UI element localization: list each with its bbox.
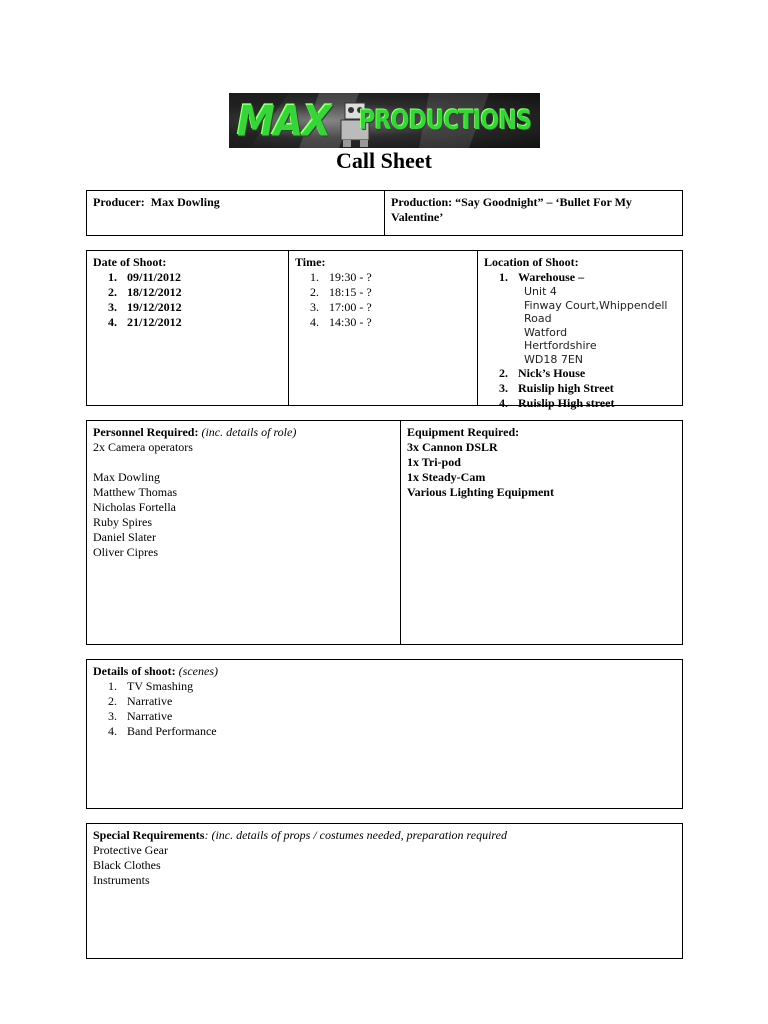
list-item: Matthew Thomas [93, 485, 178, 499]
list-item: 4. 21/12/2012 [108, 315, 182, 329]
details-list [93, 679, 676, 739]
list-item: 1. Warehouse – [499, 270, 585, 284]
personnel-note: (inc. details of role) [201, 425, 297, 439]
list-item: Black Clothes [93, 858, 161, 872]
production-label: Production: [391, 195, 453, 209]
list-item: 2. 18/12/2012 [108, 285, 182, 299]
list-item: 2. 18:15 - ? [310, 285, 372, 299]
details-label: Details of shoot: [93, 664, 176, 678]
list-item: 1x Tri-pod [407, 455, 461, 469]
list-item: 1. 19:30 - ? [310, 270, 372, 284]
list-item: 4. 14:30 - ? [310, 315, 372, 329]
location-address: Unit 4 Finway Court,Whippendell Road Watford Hertfordshire WD18 7EN [524, 285, 668, 366]
list-item: Daniel Slater [93, 530, 156, 544]
list-item: 1. TV Smashing [108, 679, 194, 693]
date-list [93, 270, 283, 330]
location-label: Location of Shoot: [484, 255, 579, 269]
special-requirements-box [86, 823, 683, 959]
location-list [484, 270, 676, 411]
list-item: 3. Ruislip high Street [499, 381, 614, 395]
special-label: Special Requirements [93, 828, 205, 842]
special-cell [87, 824, 682, 958]
list-item: 3. Narrative [108, 709, 173, 723]
producer-label: Producer: [93, 195, 145, 209]
special-note: : (inc. details of props / costumes needed, preparation required [204, 828, 507, 842]
schedule-box [86, 250, 683, 410]
list-item: Oliver Cipres [93, 545, 158, 559]
production-logo [229, 93, 540, 148]
list-item: 4. Band Performance [108, 724, 217, 738]
equipment-cell [400, 421, 682, 644]
time-cell [288, 251, 478, 405]
list-item: 3x Cannon DSLR [407, 440, 498, 454]
producer-cell [87, 191, 385, 235]
details-box [86, 659, 683, 809]
location-cell [477, 251, 682, 410]
logo-max-text: MAX [237, 96, 331, 146]
equipment-label: Equipment Required: [407, 425, 520, 439]
list-item: 4. Ruislip High street [499, 396, 615, 410]
list-item: Instruments [93, 873, 150, 887]
date-cell [87, 251, 289, 405]
personnel-label: Personnel Required: [93, 425, 199, 439]
list-item: 1x Steady-Cam [407, 470, 486, 484]
page-title: Call Sheet [336, 148, 432, 173]
personnel-role: 2x Camera operators [93, 440, 193, 454]
list-item: Max Dowling [93, 470, 160, 484]
date-label: Date of Shoot: [93, 255, 167, 269]
list-item: Protective Gear [93, 843, 168, 857]
details-cell [87, 660, 682, 808]
production-value: “Say Goodnight” – ‘Bullet For My Valentine’ [391, 195, 632, 224]
time-label: Time: [295, 255, 326, 269]
personnel-cell [87, 421, 401, 644]
time-list [295, 270, 472, 330]
list-item: 1. 09/11/2012 [108, 270, 182, 284]
list-item: 3. 17:00 - ? [310, 300, 372, 314]
list-item: 2. Narrative [108, 694, 173, 708]
details-note: (scenes) [178, 664, 218, 678]
list-item: 3. 19/12/2012 [108, 300, 182, 314]
list-item: Ruby Spires [93, 515, 153, 529]
production-cell [384, 191, 682, 235]
logo-productions-text: PRODUCTIONS [359, 105, 532, 136]
producer-value: Max Dowling [150, 195, 220, 209]
personnel-equipment-box [86, 420, 683, 645]
list-item: 2. Nick’s House [499, 366, 586, 380]
producer-production-box [86, 190, 683, 236]
list-item: Nicholas Fortella [93, 500, 176, 514]
list-item: Various Lighting Equipment [407, 485, 554, 499]
